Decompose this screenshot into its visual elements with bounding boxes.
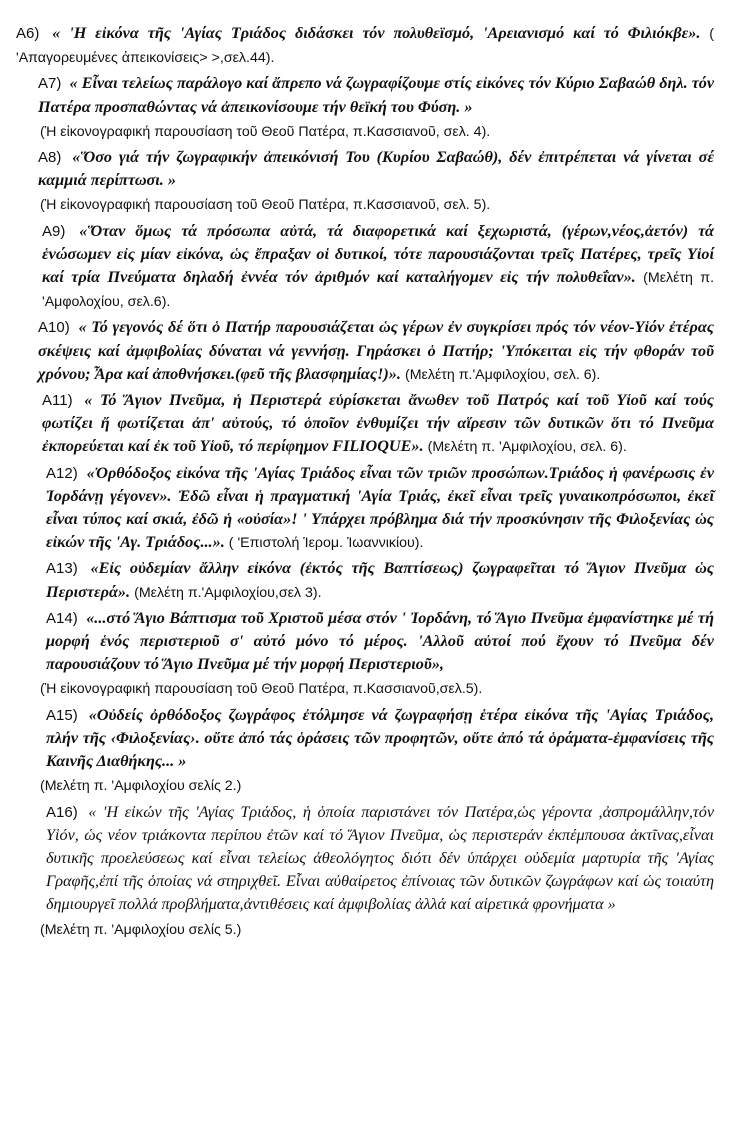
entry-label: A12) xyxy=(46,464,78,482)
entry-label: A14) xyxy=(46,609,78,627)
entry-label: A13) xyxy=(46,560,78,578)
entry-quote: « 'Η εἰκόνα τῆς 'Αγίας Τριάδος διδάσκει τόν πολυθεϊσμό, 'Αρειανισμό καί τό Φιλιόκβε». xyxy=(52,24,701,42)
entry-quote: « Εἶναι τελείως παράλογο καί ἄπρεπο νά ζωγραφίζουμε στίς εἰκόνες τόν Κύριο Σαβαώθ δηλ. τόν Πατέρα προσπαθώντας νά ἀπεικονίσουμε τήν θεϊκή του Φύση. » xyxy=(38,74,715,116)
entry-quote: «...στό Ἅγιο Βάπτισμα τοῦ Χριστοῦ μέσα στόν ' Ἰορδάνη, τό Ἅγιο Πνεῦμα ἐμφανίστηκε μέ τή μορφή ἑνός περιστεριοῦ σ' αὐτό μόνο τό μέρος. 'Αλλοῦ αὐτοί πού ἔχουν τό Πνεῦμα δέν παρουσιάζουν τό Ἅγιο Πνεῦμα μέ τήν μορφή Περιστεριοῦ», xyxy=(46,608,714,674)
entry-a9 xyxy=(16,220,714,315)
entry-reference: (Μελέτη π. 'Αμφολοχίου, σελ.6). xyxy=(42,270,715,311)
entry-a11 xyxy=(16,389,714,460)
entry-quote: «Ὅταν ὅμως τά πρόσωπα αὐτά, τά διαφορετικά καί ξεχωριστά, (γέρων,νέος,ἀετόν) τά ἑνώσωμεν εἰς μίαν εἰκόνα, ὡς ἔπραξαν οἱ δυτικοί, τότε παρουσιάζονται τρεῖς Πατέρες, τρεῖς Υἱοί καί τρία Πνεύματα δηλαδή ἐννέα τόν ἀριθμόν καί καταλήγομεν εἰς τήν πολυθεΐαν». xyxy=(42,221,714,287)
entry-quote: «Ὅσο γιά τήν ζωγραφικήν ἀπεικόνισή Του (Κυρίου Σαβαώθ), δέν ἐπιτρέπεται νά γίνεται σέ καμμιά περίπτωσι. » xyxy=(38,148,714,190)
entry-a14 xyxy=(16,607,714,677)
entry-quote: «Εἰς οὐδεμίαν ἄλλην εἰκόνα (ἐκτός τῆς Βαπτίσεως) ζωγραφεῖται τό Ἅγιον Πνεῦμα ὡς Περιστερά». xyxy=(46,559,714,601)
entry-quote: «Ὀρθόδοξος εἰκόνα τῆς 'Αγίας Τριάδος εἶναι τῶν τριῶν προσώπων.Τριάδος ἡ φανέρωσις ἐν Ἰορδάνῃ γέγονεν». Ἐδῶ εἶναι ἡ πραγματική 'Αγία Τριάς, ἐκεῖ εἶναι τρεῖς γυναικοπρόσωποι, ἐκεῖ εἶναι τύπος καί σκιά, ἐδῶ ἡ «οὐσία»! ' Υπάρχει πρόβλημα διά τήν προσκύνησιν τῆς Φιλοξενίας ὡς εἰκών τῆς 'Αγ. Τριάδος...». xyxy=(46,463,715,552)
entry-reference: ( 'Απαγορευμένες ἀπεικονίσεις> >,σελ.44). xyxy=(16,26,715,67)
entry-reference: (Ἡ εἰκονογραφική παρουσίαση τοῦ Θεοῦ Πατέρα, π.Κασσιανοῦ,σελ.5). xyxy=(40,681,483,698)
entry-label: A8) xyxy=(38,149,62,167)
entry-label: A16) xyxy=(46,803,78,821)
entry-quote: « Τό Ἅγιον Πνεῦμα, ἡ Περιστερά εὑρίσκεται ἄνωθεν τοῦ Πατρός καί τοῦ Υἱοῦ καί τούς φωτίζει ἤ φωτίζεται ἀπ' αὐτούς, τό ὁποῖον ἐνθυμίζει τήν αἵρεσιν τῶν δυτικῶν ὅτι τό Πνεῦμα ἐκπορεύεται καί ἐκ τοῦ Υἱοῦ, τό περίφημον FILIOQUE». xyxy=(42,391,715,456)
entry-reference: ( 'Επιστολή Ἱερομ. Ἰωαννικίου). xyxy=(228,535,424,552)
entry-quote: «Οὐδείς ὀρθόδοξος ζωγράφος ἐτόλμησε νά ζωγραφήσῃ ἑτέρα εἰκόνα τῆς 'Αγίας Τριάδος, πλήν τῆς ‹Φιλοξενίας›. οὔτε ἀπό τάς ὁράσεις τῶν προφητῶν, οὔτε ἀπό τά ὁράματα-ἐμφανίσεις τῆς Καινῆς Διαθήκης... » xyxy=(46,705,714,771)
entry-label: A10) xyxy=(38,319,70,337)
entry-a16 xyxy=(16,801,714,917)
entry-label: A15) xyxy=(46,706,78,724)
entry-a8 xyxy=(16,146,714,192)
entry-label: A9) xyxy=(42,222,66,240)
entry-a15 xyxy=(16,704,714,774)
entry-a12 xyxy=(16,462,714,556)
entry-a7 xyxy=(16,72,714,118)
entry-reference: (Ἡ εἰκονογραφική παρουσίαση τοῦ Θεοῦ Πατέρα, π.Κασσιανοῦ, σελ. 5). xyxy=(40,197,491,214)
entry-label: A11) xyxy=(42,392,73,410)
entry-a10 xyxy=(16,316,714,387)
entry-reference: (Μελέτη π. 'Αμφιλοχίου σελίς 5.) xyxy=(40,921,242,938)
entry-reference: (Μελέτη π. 'Αμφιλοχίου, σελ. 6). xyxy=(427,439,627,456)
entry-a13 xyxy=(16,557,714,604)
entry-quote: « Τό γεγονός δέ ὅτι ὁ Πατήρ παρουσιάζεται ὡς γέρων ἐν συγκρίσει πρός τόν νέον-Υἱόν ἐτέρας σκέψεις καί ἀμφιβολίας δύναται νά γεννήσῃ. Γηράσκει ὁ Πατήρ; 'Υπόκειται εἰς τήν φθοράν τοῦ χρόνου; Ἆρα καί ἀποθνήσκει.(φεῦ τῆς βλασφημίας!)». xyxy=(38,318,715,383)
entry-reference: (Ἡ εἰκονογραφική παρουσίαση τοῦ Θεοῦ Πατέρα, π.Κασσιανοῦ, σελ. 4). xyxy=(40,123,491,140)
entry-reference: (Μελέτη π.'Αμφιλοχίου, σελ. 6). xyxy=(405,366,601,383)
entry-label: A6) xyxy=(16,25,40,42)
entry-reference: (Μελέτη π.'Αμφιλοχίου,σελ 3). xyxy=(134,584,322,601)
entry-label: A7) xyxy=(38,75,62,93)
entry-quote: « 'Η εἰκών τῆς 'Αγίας Τριάδος, ἡ ὁποία παριστάνει τόν Πατέρα,ὡς γέροντα ,ἀσπρομάλλην,τόν Υἱόν, ὡς νέον τριάκοντα περίπου ἐτῶν καί τό Ἅγιον Πνεῦμα, ὡς περιστεράν ἐκπέμπουσα ἀκτῖνας,εἶναι δυτικῆς προελεύσεως καί εἶναι τελείως ἀθεολόγητος διότι δέν ὑπάρχει οὐδεμία μαρτυρία τῆς 'Αγίας Γραφῆς,ἐπί τῆς ὁποίας νά στηριχθεῖ. Εἶναι αὐθαίρετος ἐπίνοιας τῶν δυτικῶν ζωγράφων καί ὡς τοιαύτη δημιουργεῖ πολλά προβλήματα,ἀντιθέσεις καί ἀμφιβολίας ἀλλά καί αἱρετικά φρονήματα » xyxy=(46,802,715,914)
entry-reference: (Μελέτη π. 'Αμφιλοχίου σελίς 2.) xyxy=(40,778,242,795)
entry-a6 xyxy=(16,22,714,70)
